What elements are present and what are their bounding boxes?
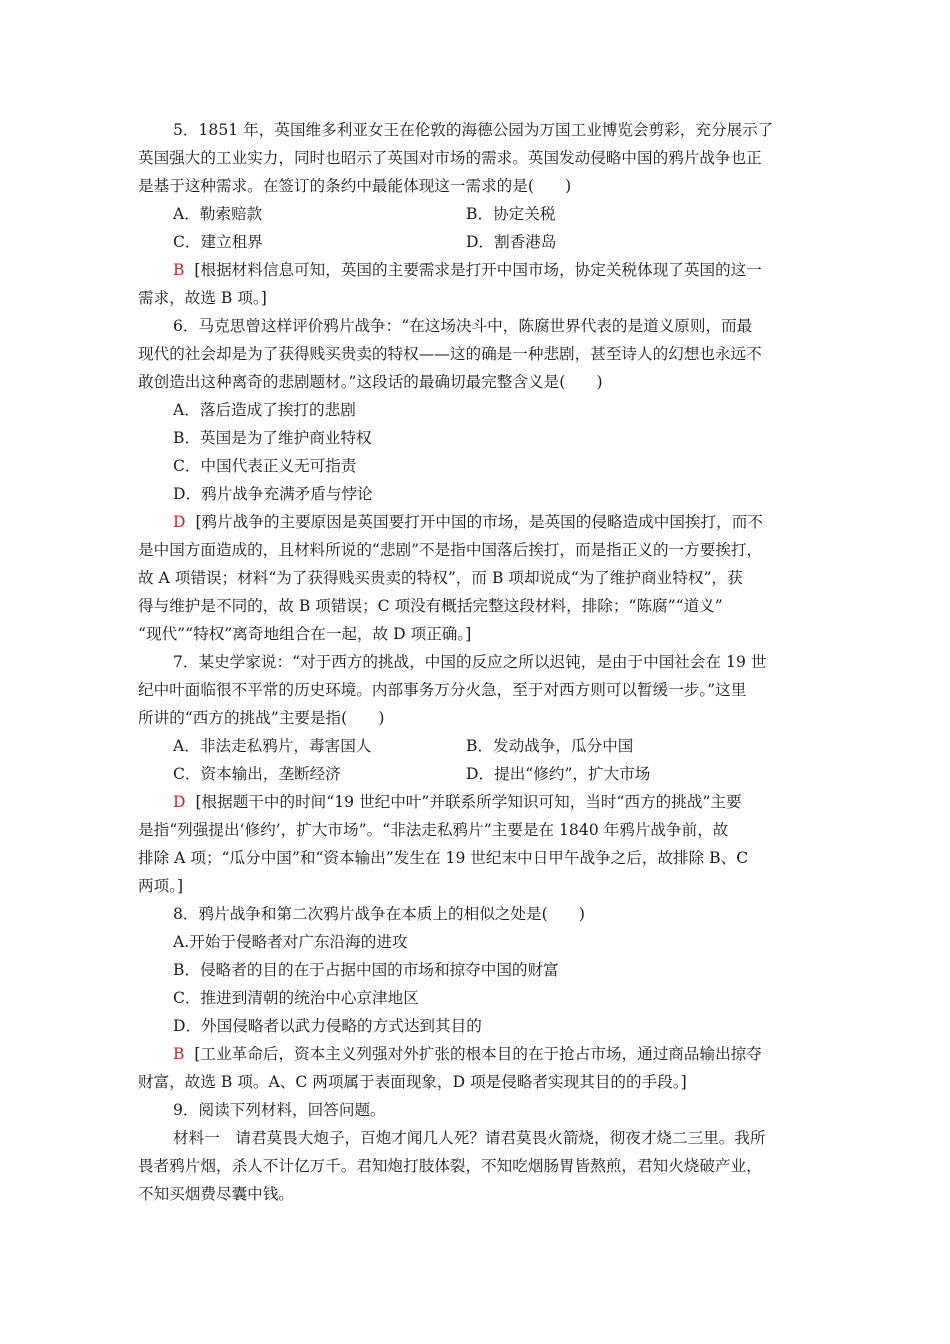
q5-stem-line-2: 英国强大的工业实力，同时也昭示了英国对市场的需求。英国发动侵略中国的鸦片战争也正 bbox=[138, 149, 762, 167]
q6-explanation-line-5: “现代”“特权”离奇地组合在一起，故 D 项正确。] bbox=[138, 625, 472, 643]
q7-explanation-line-4: 两项。] bbox=[138, 877, 184, 895]
q6-option-d: D．鸦片战争充满矛盾与悖论 bbox=[173, 485, 373, 503]
q9-material-line-3: 不知买烟费尽囊中钱。 bbox=[138, 1185, 294, 1203]
q5-stem-line-3: 是基于这种需求。在签订的条约中最能体现这一需求的是( ) bbox=[138, 177, 572, 195]
q6-explanation-line-1 bbox=[173, 512, 763, 532]
q8-option-b: B．侵略者的目的在于占据中国的市场和掠夺中国的财富 bbox=[173, 961, 559, 979]
q7-option-a: A．非法走私鸦片，毒害国人 bbox=[173, 737, 372, 755]
q7-stem-line-3: 所讲的“西方的挑战”主要是指( ) bbox=[138, 709, 385, 727]
q6-stem-line-2: 现代的社会却是为了获得贱买贵卖的特权——这的确是一种悲剧，甚至诗人的幻想也永远不 bbox=[138, 345, 762, 363]
q6-stem-line-1: 6．马克思曾这样评价鸦片战争：“在这场决斗中，陈腐世界代表的是道义原则，而最 bbox=[173, 317, 753, 335]
q5-option-d: D．割香港岛 bbox=[466, 233, 557, 251]
q8-explanation-text: [工业革命后，资本主义列强对外扩张的根本目的在于抢占市场，通过商品输出掠夺 bbox=[194, 1045, 762, 1063]
q5-option-c: C．建立租界 bbox=[173, 233, 263, 251]
q5-explanation-text: [根据材料信息可知，英国的主要需求是打开中国市场，协定关税体现了英国的这一 bbox=[194, 261, 762, 279]
q9-material-line-1: 材料一 请君莫畏大炮子，百炮才闻几人死？请君莫畏火箭烧，彻夜才烧二三里。我所 bbox=[173, 1129, 766, 1147]
q6-option-b: B．英国是为了维护商业特权 bbox=[173, 429, 372, 447]
q7-explanation-line-1 bbox=[173, 792, 742, 812]
q7-explanation-line-3: 排除 A 项；“瓜分中国”和“资本输出”发生在 19 世纪末中日甲午战争之后，故排除 B、C bbox=[138, 849, 749, 867]
q6-explanation-line-2: 是中国方面造成的，且材料所说的“悲剧”不是指中国落后挨打，而是指正义的一方要挨打， bbox=[138, 541, 763, 559]
q6-stem-line-3: 敢创造出这种离奇的悲剧题材。”这段话的最确切最完整含义是( ) bbox=[138, 373, 603, 391]
q6-explanation-line-3: 故 A 项错误；材料“为了获得贱买贵卖的特权”，而 B 项却说成“为了维护商业特权”，获 bbox=[138, 569, 743, 587]
q7-stem-line-1: 7．某史学家说：“对于西方的挑战，中国的反应之所以迟钝，是由于中国社会在 19 世 bbox=[173, 653, 767, 671]
q5-explanation-line-2: 需求，故选 B 项。] bbox=[138, 289, 267, 307]
q7-option-c: C．资本输出，垄断经济 bbox=[173, 765, 341, 783]
q6-answer: D bbox=[173, 513, 186, 531]
q9-material-line-2: 畏者鸦片烟，杀人不计亿万千。君知炮打肢体裂，不知吃烟肠胃皆熬煎，君知火烧破产业， bbox=[138, 1157, 762, 1175]
q5-option-a: A．勒索赔款 bbox=[173, 205, 263, 223]
q6-explanation-text: [鸦片战争的主要原因是英国要打开中国的市场，是英国的侵略造成中国挨打，而不 bbox=[195, 513, 763, 531]
q5-stem-line-1: 5．1851 年，英国维多利亚女王在伦敦的海德公园为万国工业博览会剪彩，充分展示了 bbox=[173, 121, 774, 139]
q7-stem-line-2: 纪中叶面临很不平常的历史环境。内部事务万分火急，至于对西方则可以暂缓一步。”这里 bbox=[138, 681, 747, 699]
q6-option-c: C．中国代表正义无可指责 bbox=[173, 457, 357, 475]
q7-answer: D bbox=[173, 793, 186, 811]
q8-option-c: C．推进到清朝的统治中心京津地区 bbox=[173, 989, 419, 1007]
q5-explanation-line-1 bbox=[173, 260, 762, 280]
q8-option-a: A.开始于侵略者对广东沿海的进攻 bbox=[173, 933, 408, 951]
q7-option-d: D．提出“修约”，扩大市场 bbox=[466, 765, 651, 783]
q7-explanation-line-2: 是指“列强提出‘修约’，扩大市场”。“非法走私鸦片”主要是在 1840 年鸦片战争前，故 bbox=[138, 821, 729, 839]
q5-option-b: B．协定关税 bbox=[466, 205, 556, 223]
q7-option-b: B．发动战争，瓜分中国 bbox=[466, 737, 634, 755]
q6-explanation-line-4: 得与维护是不同的，故 B 项错误；C 项没有概括完整这段材料，排除；“陈腐”“道义” bbox=[138, 597, 723, 615]
q9-stem-line-1: 9．阅读下列材料，回答问题。 bbox=[173, 1101, 386, 1119]
q8-option-d: D．外国侵略者以武力侵略的方式达到其目的 bbox=[173, 1017, 482, 1035]
q8-explanation-line-2: 财富，故选 B 项。A、C 两项属于表面现象，D 项是侵略者实现其目的的手段。] bbox=[138, 1073, 687, 1091]
q6-option-a: A．落后造成了挨打的悲剧 bbox=[173, 401, 356, 419]
q8-stem-line-1: 8．鸦片战争和第二次鸦片战争在本质上的相似之处是( ) bbox=[173, 905, 585, 923]
q5-answer: B bbox=[173, 261, 185, 279]
q7-explanation-text: [根据题干中的时间“19 世纪中叶”并联系所学知识可知，当时“西方的挑战”主要 bbox=[195, 793, 742, 811]
q8-answer: B bbox=[173, 1045, 185, 1063]
q8-explanation-line-1 bbox=[173, 1044, 762, 1064]
